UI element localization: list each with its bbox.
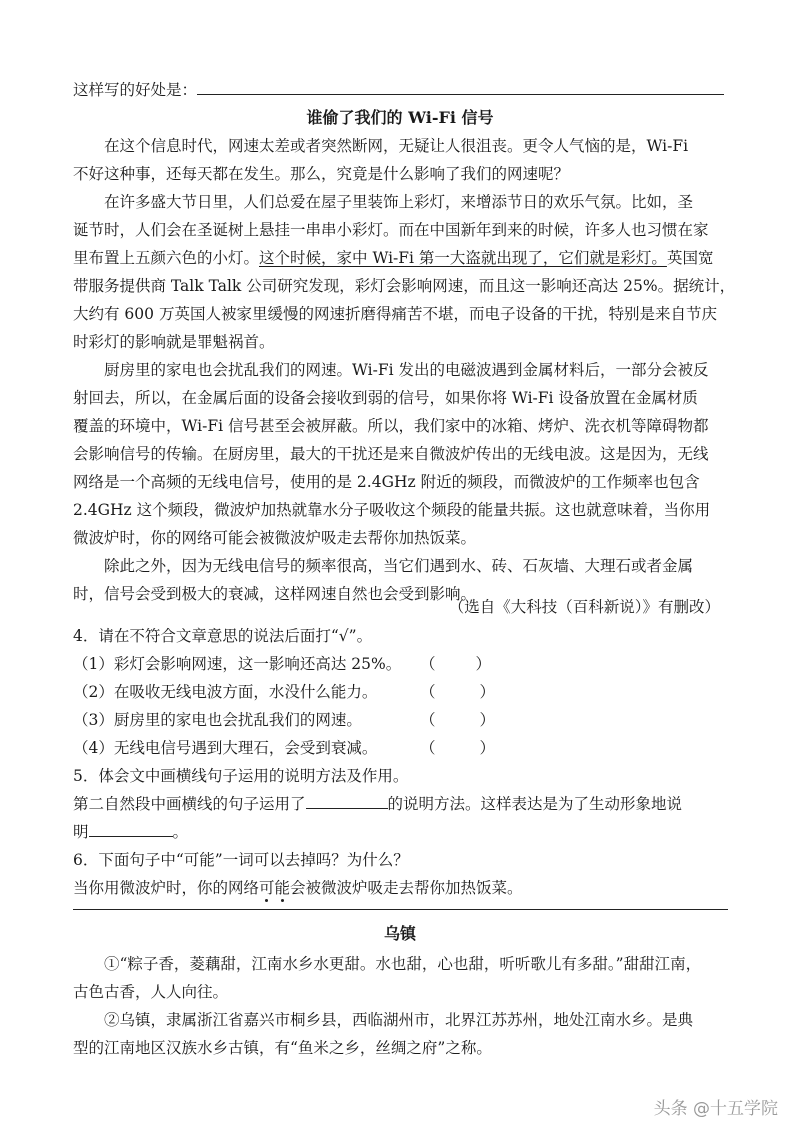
top-question: 这样写的好处是： — [73, 76, 728, 104]
article1-title: 谁偷了我们的 Wi-Fi 信号 — [306, 108, 494, 127]
q6-prompt: 6．下面句子中“可能”一词可以去掉吗？为什么？ — [73, 851, 409, 869]
article1-line: 在许多盛大节日里，人们总爱在屋子里装饰上彩灯，来增添节日的欢乐气氛。比如，圣 — [104, 193, 694, 211]
q5-prompt: 5．体会文中画横线句子运用的说明方法及作用。 — [73, 767, 409, 785]
q4-prompt: 4．请在不符合文章意思的说法后面打“√”。 — [73, 627, 373, 645]
q6-sentence: 当你用微波炉时，你的网络可能会被微波炉吸走去帮你加热饭菜。 — [73, 879, 523, 897]
q4-option-4: （4）无线电信号遇到大理石，会受到衰减。 — [73, 739, 378, 757]
article1-source: （选自《大科技（百科新说）》有删改） — [448, 598, 720, 616]
article1-line: 微波炉时，你的网络可能会被微波炉吸走去帮你加热饭菜。 — [73, 529, 477, 547]
q4-answer-1[interactable]: （ ） — [420, 655, 492, 673]
article1-line: 诞节时，人们会在圣诞树上悬挂一串串小彩灯。而在中国新年到来的时候，许多人也习惯在家 — [73, 221, 709, 239]
article1-line: 2.4GHz 这个频段，微波炉加热就靠水分子吸收这个频段的能量共振。这也就意味着，当你用 — [73, 501, 711, 519]
section-divider — [73, 909, 728, 910]
article1-line: 厨房里的家电也会扰乱我们的网速。Wi-Fi 发出的电磁波遇到金属材料后，一部分会被反 — [104, 361, 709, 379]
article1-line: 里布置上五颜六色的小灯。这个时候，家中 Wi-Fi 第一大盗就出现了，它们就是彩灯。英国宽 — [73, 249, 714, 267]
article2-line: 古色古香，人人向往。 — [73, 983, 229, 1001]
article1-line: 除此之外，因为无线电信号的频率很高，当它们遇到水、砖、石灰墙、大理石或者金属 — [104, 557, 694, 575]
article2-title: 乌镇 — [383, 924, 416, 943]
q5-line-2: 明 。 — [73, 818, 728, 846]
q4-option-2: （2）在吸收无线电波方面，水没什么能力。 — [73, 683, 378, 701]
watermark: 头条 @十五学院 — [653, 1099, 778, 1119]
article1-line: 时，信号会受到极大的衰减，这样网速自然也会受到影响。 — [73, 585, 477, 603]
underlined-sentence: 这个时候，家中 Wi-Fi 第一大盗就出现了，它们就是彩灯。 — [259, 249, 667, 267]
article1-line: 在这个信息时代，网速太差或者突然断网，无疑让人很沮丧。更令人气恼的是，Wi-Fi — [104, 137, 689, 155]
q5-blank-1[interactable] — [306, 792, 388, 809]
q5-blank-2[interactable] — [89, 820, 173, 837]
article1-line: 网络是一个高频的无线电信号，使用的是 2.4GHz 附近的频段，而微波炉的工作频率也包含 — [73, 473, 700, 491]
q5-line-1: 第二自然段中画横线的句子运用了 的说明方法。这样表达是为了生动形象地说 — [73, 790, 728, 818]
q4-answer-4[interactable]: （ ） — [420, 739, 496, 757]
q4-option-1: （1）彩灯会影响网速，这一影响还高达 25%。 — [73, 655, 402, 673]
q4-option-3: （3）厨房里的家电也会扰乱我们的网速。 — [73, 711, 362, 729]
article1-line: 不好这种事，还每天都在发生。那么，究竟是什么影响了我们的网速呢？ — [73, 165, 570, 183]
article2-line: ①“粽子香，菱藕甜，江南水乡水更甜。水也甜，心也甜，听听歌儿有多甜。”甜甜江南， — [104, 955, 702, 973]
article1-line: 覆盖的环境中，Wi-Fi 信号甚至会被屏蔽。所以，我们家中的冰箱、烤炉、洗衣机等障碍物都 — [73, 417, 709, 435]
article1-line: 大约有 600 万英国人被家里缓慢的网速折磨得痛苦不堪，而电子设备的干扰，特别是来自节庆 — [73, 305, 717, 323]
emphasis-char: 可 — [259, 879, 275, 897]
q4-answer-3[interactable]: （ ） — [420, 711, 496, 729]
article1-line: 射回去，所以，在金属后面的设备会接收到弱的信号，如果你将 Wi-Fi 设备放置在金属材质 — [73, 389, 698, 407]
article2-line: 型的江南地区汉族水乡古镇，有“鱼米之乡，丝绸之府”之称。 — [73, 1039, 492, 1057]
article1-line: 带服务提供商 Talk Talk 公司研究发现，彩灯会影响网速，而且这一影响还高达 25%。据统计， — [73, 277, 736, 295]
article2-line: ②乌镇，隶属浙江省嘉兴市桐乡县，西临湖州市，北界江苏苏州，地处江南水乡。是典 — [104, 1011, 694, 1029]
emphasis-char: 能 — [274, 879, 291, 897]
article1-line: 时彩灯的影响就是罪魁祸首。 — [73, 333, 275, 351]
answer-blank[interactable] — [197, 78, 724, 95]
article1-line: 会影响信号的传输。在厨房里，最大的干扰还是来自微波炉传出的无线电波。这是因为，无线 — [73, 445, 709, 463]
q4-answer-2[interactable]: （ ） — [420, 683, 496, 701]
